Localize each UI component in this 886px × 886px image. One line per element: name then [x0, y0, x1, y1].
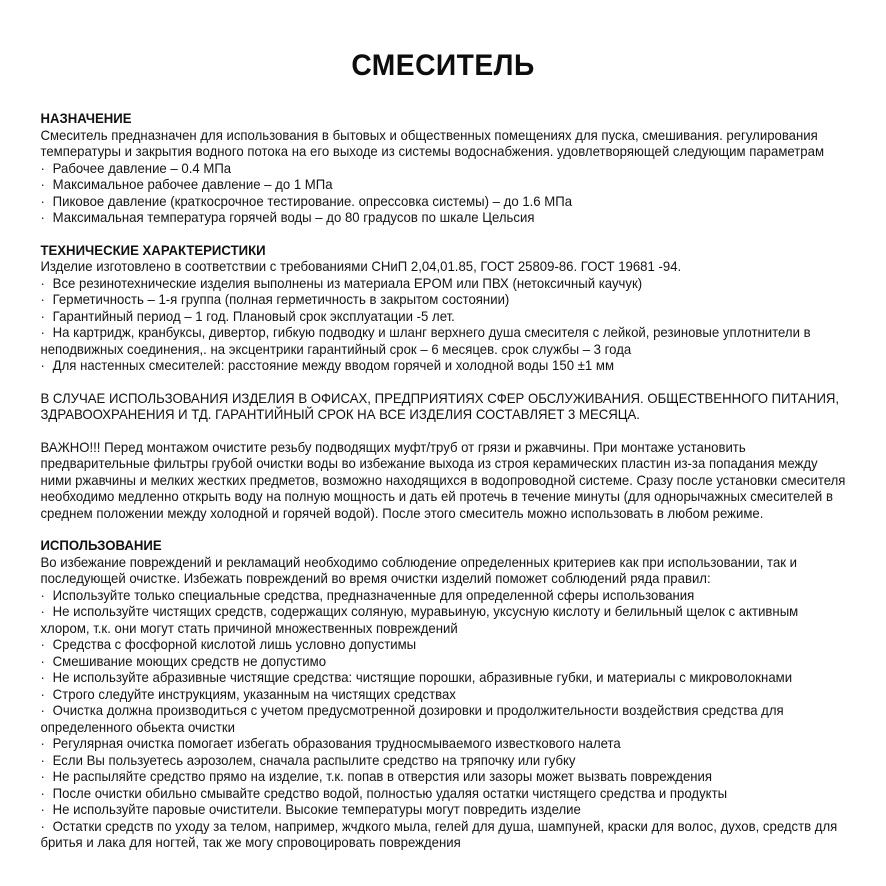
list-item-text: После очистки обильно смывайте средство водой, полностью удаляя остатки чистящего средства и продукты: [52, 784, 728, 801]
bullet-icon: ·: [40, 735, 45, 751]
section-usage-intro: Во избежание повреждений и рекламаций необходимо соблюдение определенных критериев как при использовании, так и последующей очистке. Избежать повреждений во время очистки изделий поможет соблюдений ряда правил:: [40, 553, 798, 586]
bullet-icon: ·: [40, 209, 45, 225]
bullet-icon: ·: [40, 784, 45, 801]
bullet-icon: ·: [40, 751, 45, 768]
section-usage: [40, 537, 845, 851]
list-item: [40, 587, 845, 604]
section-tech-specs: [40, 242, 845, 374]
list-item-text: Гарантийный период – 1 год. Плановый срок эксплуатации -5 лет.: [52, 307, 455, 324]
document-body: [40, 110, 845, 851]
bullet-icon: ·: [40, 817, 45, 834]
bullet-icon: ·: [40, 159, 45, 176]
list-item: [40, 768, 845, 785]
list-item-text: Средства с фосфорной кислотой лишь условно допустимы: [52, 636, 417, 652]
list-item: [40, 275, 845, 292]
list-item: [40, 801, 845, 818]
list-item-text: Не используйте абразивные чистящие средства: чистящие порошки, абразивные губки, и материалы с микроволокнами: [52, 669, 793, 685]
list-item: [40, 603, 845, 636]
bullet-icon: ·: [40, 685, 45, 702]
list-item-text: Остатки средств по уходу за телом, например, жчдкого мыла, гелей для душа, шампуней, краски для волос, духов, средств для бритья и лака для ногтей, так же могу спровоцировать повреждения: [40, 817, 838, 850]
list-item: [40, 308, 845, 325]
bullet-icon: ·: [40, 274, 45, 291]
list-item-text: Строго следуйте инструкциям, указанным на чистящих средствах: [52, 685, 456, 702]
bullet-icon: ·: [40, 669, 45, 685]
bullet-icon: ·: [40, 768, 45, 784]
list-item: [40, 735, 845, 752]
section-purpose-header: НАЗНАЧЕНИЕ: [40, 110, 132, 126]
bullet-icon: ·: [40, 291, 45, 307]
list-item-text: Регулярная очистка помогает избегать образования трудносмываемого известкового налета: [52, 735, 621, 751]
list-item: [40, 176, 845, 193]
list-item: [40, 291, 845, 308]
section-purpose-intro: Смеситель предназначен для использования в бытовых и общественных помещениях для пуска, смешивания. регулирования температуры и закрытия водного потока на его выходе из системы водоснабжения. удовлетворяющей следующим параметрам: [40, 126, 825, 159]
bullet-icon: ·: [40, 307, 45, 324]
list-item: [40, 669, 845, 686]
list-item: [40, 686, 845, 703]
list-item: [40, 785, 845, 802]
list-item: [40, 209, 845, 226]
list-item-text: Если Вы пользуетесь аэрозолем, сначала распылите средство на тряпочку или губку: [52, 751, 576, 768]
list-item-text: Рабочее давление – 0.4 МПа: [52, 159, 232, 176]
list-item-text: Максимальная температура горячей воды – до 80 градусов по шкале Цельсия: [52, 209, 535, 225]
list-item-text: Не используйте паровые очистители. Высокие температуры могут повредить изделие: [52, 801, 581, 817]
list-item: [40, 653, 845, 670]
list-item-text: Пиковое давление (краткосрочное тестирование. опрессовка системы) – до 1.6 МПа: [52, 192, 573, 209]
list-item: [40, 324, 845, 357]
list-item: [40, 160, 845, 177]
list-item: [40, 818, 845, 851]
list-item-text: Все резинотехнические изделия выполнены из материала EPOM или ПВХ (нетоксичный каучук): [52, 274, 643, 291]
bullet-icon: ·: [40, 192, 45, 209]
list-item-text: На картридж, кранбуксы, дивертор, гибкую подводку и шланг верхнего душа смесителя с лейкой, резиновые уплотнители в неподвижных соединения,. на эксцентрики гарантийный срок – 6 месяцев. срок службы – 3 года: [40, 324, 811, 357]
document-title: СМЕСИТЕЛЬ: [351, 49, 535, 82]
section-tech-specs-intro: Изделие изготовлено в соответствии с требованиями СНиП 2,04,01.85, ГОСТ 25809-86. ГОСТ 19681 -94.: [40, 258, 682, 274]
bullet-icon: ·: [40, 603, 45, 619]
list-item-text: Для настенных смесителей: расстояние между вводом горячей и холодной воды 150 ±1 мм: [52, 357, 615, 373]
list-item-text: Герметичность – 1-я группа (полная герметичность в закрытом состоянии): [52, 291, 510, 307]
section-purpose: [40, 110, 845, 226]
bullet-icon: ·: [40, 702, 45, 718]
bullet-icon: ·: [40, 324, 45, 340]
list-item-text: Очистка должна производиться с учетом предусмотренной дозировки и продолжительности воздействия средства для определенного обьекта очистки: [40, 702, 784, 735]
bullet-icon: ·: [40, 357, 45, 373]
list-item-text: Не используйте чистящих средств, содержащих соляную, муравьиную, уксусную кислоту и белильный щелок с активным хлором, т.к. они могут стать причиной множественных повреждений: [40, 603, 799, 636]
list-item-text: Смешивание моющих средств не допустимо: [52, 652, 327, 669]
list-item-text: Не распыляйте средство прямо на изделие, т.к. попав в отверстия или зазоры может вызвать повреждения: [52, 768, 713, 784]
list-item: [40, 193, 845, 210]
list-item-text: Максимальное рабочее давление – до 1 МПа: [52, 176, 333, 192]
list-item: [40, 752, 845, 769]
list-item-text: Используйте только специальные средства, предназначенные для определенной сферы использования: [52, 586, 695, 603]
office-warranty-note: В СЛУЧАЕ ИСПОЛЬЗОВАНИЯ ИЗДЕЛИЯ В ОФИСАХ, ПРЕДПРИЯТИЯХ СФЕР ОБСЛУЖИВАНИЯ. ОБЩЕСТВЕННОГО ПИТАНИЯ, ЗДРАВООХРАНЕНИЯ И ТД. ГАРАНТИЙНЫЙ СРОК НА ВСЕ ИЗДЕЛИЯ СОСТАВЛЯЕТ 3 МЕСЯЦА.: [40, 389, 840, 422]
bullet-icon: ·: [40, 176, 45, 192]
list-item: [40, 702, 845, 735]
list-item: [40, 636, 845, 653]
section-tech-specs-header: ТЕХНИЧЕСКИЕ ХАРАКТЕРИСТИКИ: [40, 241, 266, 258]
bullet-icon: ·: [40, 801, 45, 817]
section-usage-header: ИСПОЛЬЗОВАНИЕ: [40, 537, 162, 553]
bullet-icon: ·: [40, 636, 45, 652]
bullet-icon: ·: [40, 652, 45, 669]
important-note: ВАЖНО!!! Перед монтажом очистите резьбу подводящих муфт/труб от грязи и ржавчины. При монтаже установить предварительные фильтры грубой очистки воды во избежание выхода из строя керамических пластин из-за попадания между ними ржавчины и мелких жестких предметов, возможно находящихся в водопроводной системе. Сразу после установки смесителя необходимо медленно открыть воду на полную мощность и дать ей протечь в течение минуты (для однорычажных смесителей в среднем положении между холодной и горячей водой). После этого смеситель можно использовать в любом режиме.: [40, 438, 846, 521]
bullet-icon: ·: [40, 586, 45, 603]
list-item: [40, 357, 845, 374]
